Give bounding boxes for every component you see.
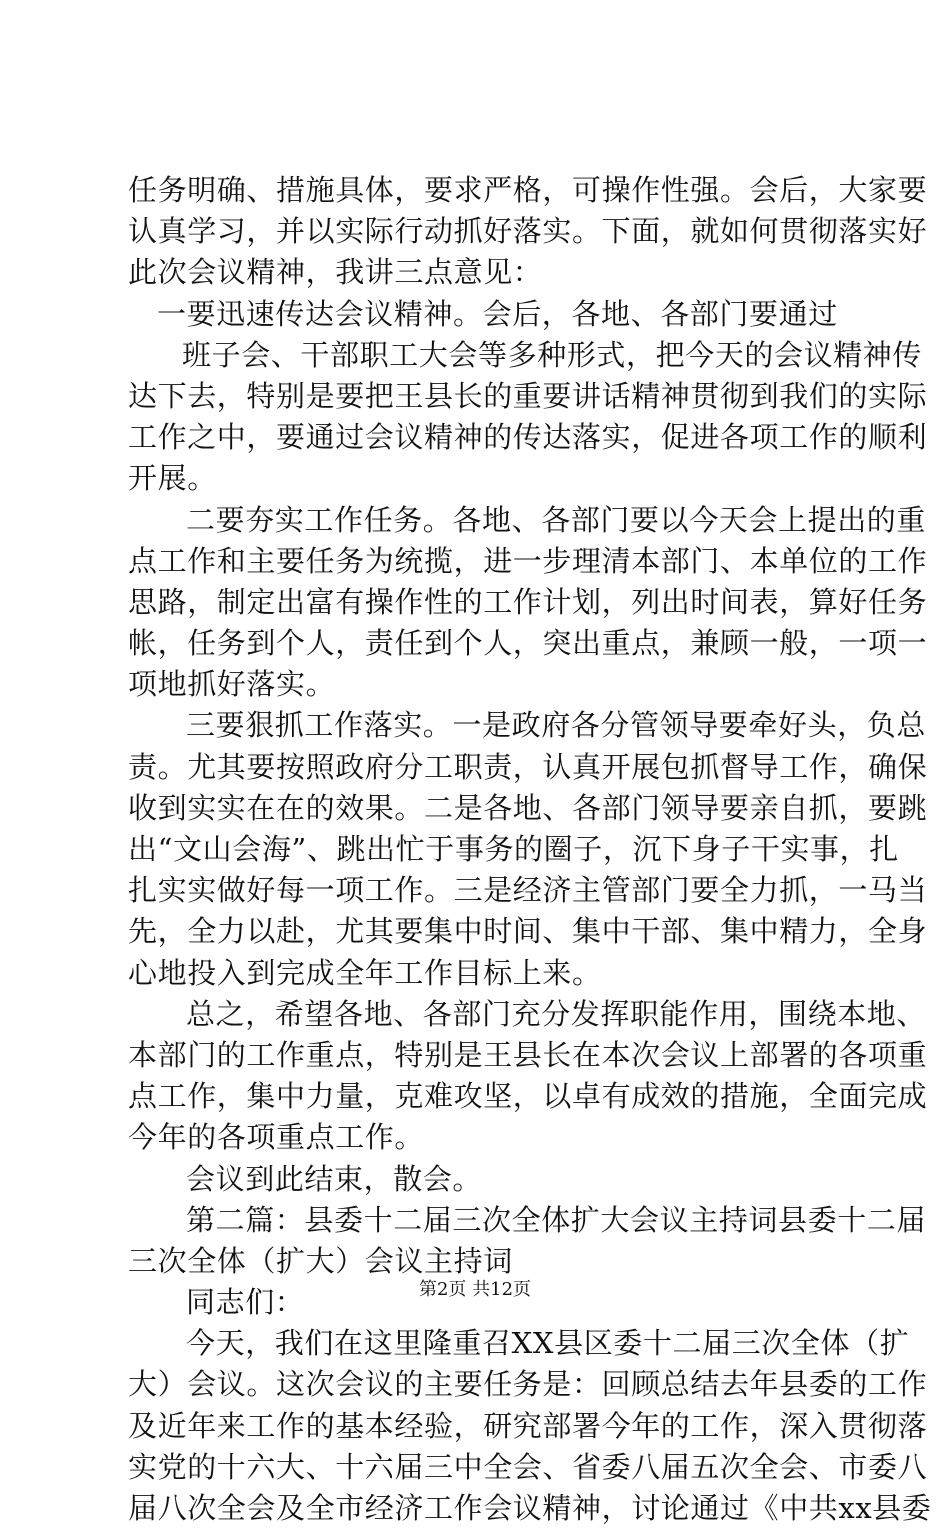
text-line: 工作之中，要通过会议精神的传达落实，促进各项工作的顺利 [128, 420, 928, 455]
text-line: 点工作和主要任务为统揽，进一步理清本部门、本单位的工作 [128, 543, 928, 578]
text-line: 总之，希望各地、各部门充分发挥职能作用，围绕本地、 [186, 996, 927, 1031]
text-line: 心地投入到完成全年工作目标上来。 [128, 955, 602, 990]
text-line: 先，全力以赴，尤其要集中时间、集中干部、集中精力，全身 [128, 914, 928, 949]
text-line: 二要夯实工作任务。各地、各部门要以今天会上提出的重 [186, 502, 927, 537]
page-number-footer: 第2页 共12页 [418, 1279, 532, 1300]
text-line: 今年的各项重点工作。 [128, 1120, 425, 1155]
text-line: 收到实实在在的效果。二是各地、各部门领导要亲自抓，要跳 [128, 790, 928, 825]
text-line: 实党的十六大、十六届三中全会、省委八届五次全会、市委八 [128, 1449, 928, 1484]
text-line: 项地抓好落实。 [128, 667, 336, 702]
text-line: 达下去，特别是要把王县长的重要讲话精神贯彻到我们的实际 [128, 378, 928, 413]
text-line: 思路，制定出富有操作性的工作计划，列出时间表，算好任务 [128, 584, 928, 619]
text-line: 责。尤其要按照政府分工职责，认真开展包抓督导工作，确保 [128, 749, 928, 784]
text-line: 帐，任务到个人，责任到个人，突出重点，兼顾一般，一项一 [128, 626, 928, 661]
text-line: 扎实实做好每一项工作。三是经济主管部门要全力抓，一马当 [128, 873, 928, 908]
text-line: 三要狠抓工作落实。一是政府各分管领导要牵好头，负总 [186, 708, 927, 743]
text-line: 认真学习，并以实际行动抓好落实。下面，就如何贯彻落实好 [128, 214, 928, 249]
text-line: 任务明确、措施具体，要求严格，可操作性强。会后，大家要 [128, 173, 928, 207]
text-line: 此次会议精神，我讲三点意见： [128, 255, 543, 290]
text-line: 本部门的工作重点，特别是王县长在本次会议上部署的各项重 [128, 1037, 928, 1072]
document-body [128, 170, 932, 1529]
section-heading: 第二篇：县委十二届三次全体扩大会议主持词县委十二届 [186, 1202, 927, 1237]
text-line: 会议到此结束，散会。 [186, 1161, 483, 1196]
text-line: 一要迅速传达会议精神。会后，各地、各部门要通过 [157, 296, 838, 331]
text-line: 及近年来工作的基本经验，研究部署今年的工作，深入贯彻落 [128, 1408, 928, 1443]
text-line: 今天，我们在这里隆重召XX县区委十二届三次全体（扩 [186, 1326, 910, 1361]
text-line: 点工作，集中力量，克难攻坚，以卓有成效的措施，全面完成 [128, 1079, 928, 1114]
section-heading: 三次全体（扩大）会议主持词 [128, 1243, 513, 1278]
salutation: 同志们： [186, 1285, 305, 1320]
text-line: 大）会议。这次会议的主要任务是：回顾总结去年县委的工作 [128, 1367, 928, 1402]
text-line: 开展。 [128, 461, 217, 496]
text-line: 届八次全会及全市经济工作会议精神，讨论通过《中共xx县委 [128, 1491, 932, 1525]
text-line: 出“文山会海”、跳出忙于事务的圈子，沉下身子干实事，扎 [128, 832, 899, 866]
text-line: 班子会、干部职工大会等多种形式，把今天的会议精神传 [182, 337, 923, 372]
